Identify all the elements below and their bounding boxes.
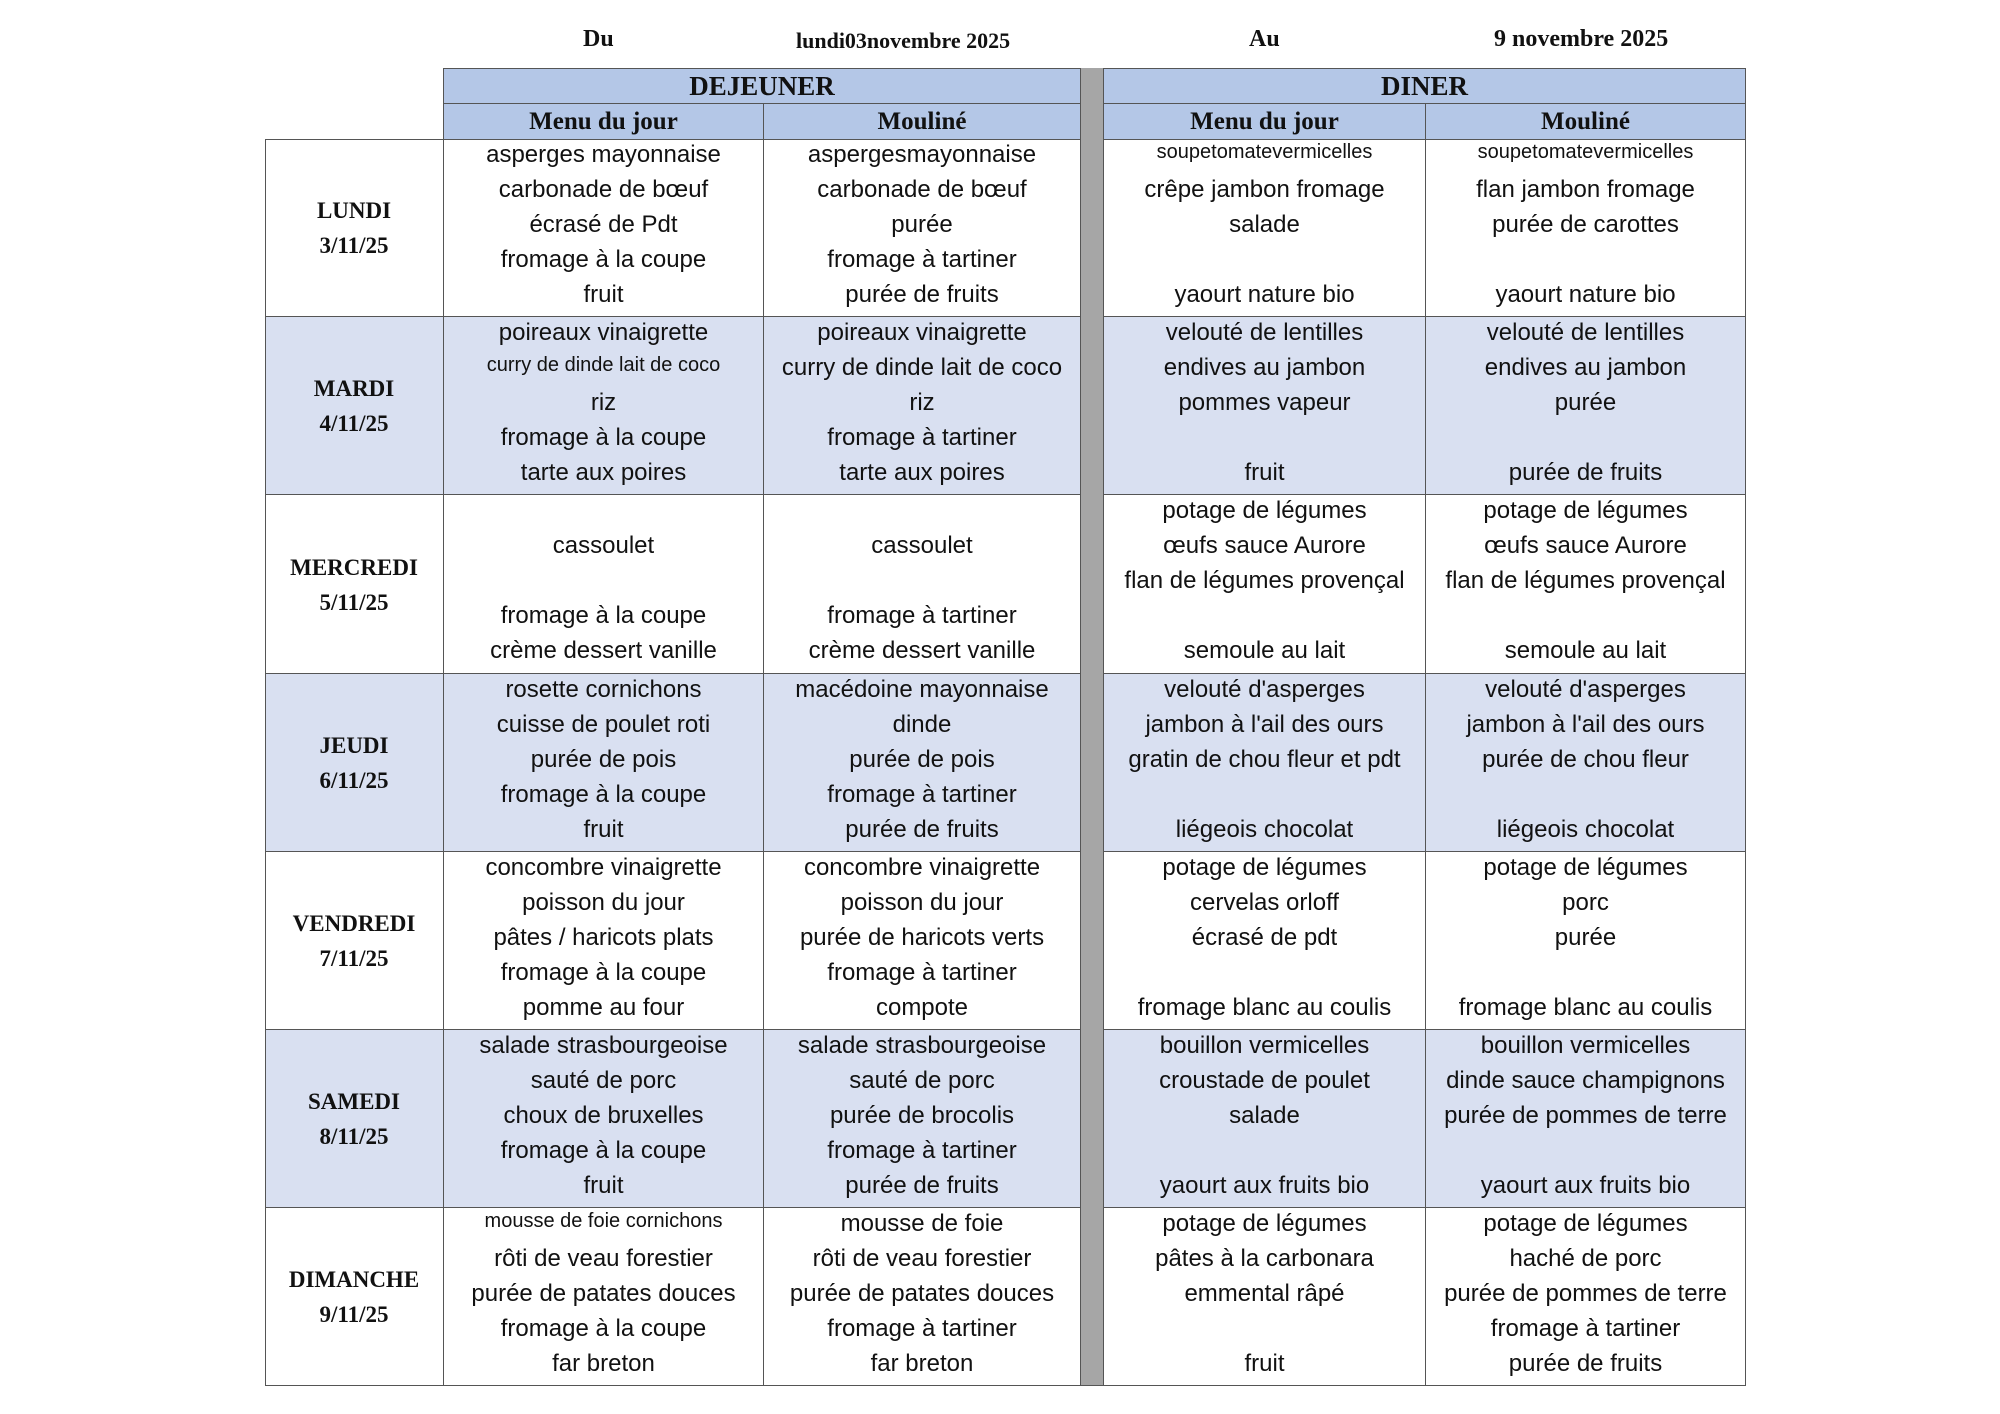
menu-item: choux de bruxelles [503, 1102, 704, 1129]
menu-item: purée de pommes de terre [1444, 1102, 1727, 1129]
lunch-dinner-separator [1080, 68, 1104, 1385]
menu-item: cassoulet [552, 532, 655, 559]
menu-item: fromage à tartiner [827, 424, 1017, 451]
menu-cell-dinner-menu [1103, 1208, 1426, 1386]
menu-item: potage de légumes [1483, 1210, 1688, 1237]
menu-item: curry de dinde lait de coco [781, 354, 1063, 381]
menu-item: mousse de foie [840, 1210, 1004, 1237]
day-name: MARDI [313, 376, 395, 401]
menu-cell-lunch-mouline [763, 674, 1081, 852]
table-top-border [265, 139, 443, 140]
menu-item: fromage blanc au coulis [1458, 994, 1713, 1021]
period-to-label: Au [1249, 26, 1280, 52]
menu-item: poisson du jour [522, 889, 685, 916]
menu-cell-dinner-mouline [1425, 1030, 1746, 1208]
menu-item: dinde [892, 711, 952, 738]
menu-item: fromage à la coupe [500, 246, 707, 273]
menu-cell-lunch-mouline [763, 139, 1081, 317]
menu-cell-lunch-menu [443, 139, 764, 317]
menu-item: sauté de porc [530, 1067, 677, 1094]
menu-item: macédoine mayonnaise [795, 676, 1049, 703]
menu-item: purée de patates douces [789, 1280, 1055, 1307]
lunch-menu-header: Menu du jour [443, 103, 764, 140]
menu-item: fromage à la coupe [500, 781, 707, 808]
menu-item: cassoulet [871, 532, 973, 559]
menu-item: purée de fruits [845, 281, 999, 308]
menu-item: purée [1554, 389, 1617, 416]
day-name: DIMANCHE [288, 1267, 420, 1292]
day-name: LUNDI [316, 198, 392, 223]
day-date: 7/11/25 [319, 946, 389, 971]
menu-item: fromage à la coupe [500, 959, 707, 986]
menu-item: purée [1554, 924, 1617, 951]
period-from-label: Du [583, 26, 614, 52]
menu-item: velouté d'asperges [1485, 676, 1686, 703]
menu-item: far breton [870, 1350, 974, 1377]
menu-cell-lunch-mouline [763, 495, 1081, 674]
menu-item: semoule au lait [1504, 637, 1667, 664]
dinner-menu-header: Menu du jour [1103, 103, 1426, 140]
menu-item: flan jambon fromage [1476, 176, 1695, 203]
menu-item: crêpe jambon fromage [1144, 176, 1385, 203]
menu-cell-lunch-mouline [763, 317, 1081, 495]
menu-item: endives au jambon [1484, 354, 1687, 381]
menu-cell-lunch-menu [443, 1208, 764, 1386]
menu-item: velouté de lentilles [1165, 319, 1364, 346]
menu-cell-dinner-mouline [1425, 139, 1746, 317]
menu-item: soupetomatevermicelles [1156, 141, 1373, 163]
menu-item: rôti de veau forestier [812, 1245, 1032, 1272]
menu-item: haché de porc [1509, 1245, 1662, 1272]
menu-item: concombre vinaigrette [803, 854, 1041, 881]
menu-cell-dinner-menu [1103, 139, 1426, 317]
menu-item: fromage à la coupe [500, 602, 707, 629]
menu-item: dinde sauce champignons [1446, 1067, 1725, 1094]
menu-item: pâtes / haricots plats [493, 924, 714, 951]
menu-item: crème dessert vanille [808, 637, 1036, 664]
menu-item: flan de légumes provençal [1124, 567, 1405, 594]
menu-item: écrasé de Pdt [529, 211, 678, 238]
menu-item: fruit [583, 816, 624, 843]
menu-item: fromage à la coupe [500, 1137, 707, 1164]
menu-item: croustade de poulet [1159, 1067, 1370, 1094]
menu-cell-dinner-mouline [1425, 495, 1746, 674]
menu-item: fromage à tartiner [827, 959, 1017, 986]
menu-cell-dinner-mouline [1425, 852, 1746, 1030]
menu-item: pomme au four [522, 994, 685, 1021]
menu-item: jambon à l'ail des ours [1145, 711, 1384, 738]
day-label-jeudi [265, 674, 443, 852]
menu-item: concombre vinaigrette [485, 854, 722, 881]
menu-cell-lunch-mouline [763, 1030, 1081, 1208]
day-name: VENDREDI [292, 911, 416, 936]
menu-item: salade [1229, 1102, 1300, 1129]
menu-item: écrasé de pdt [1191, 924, 1338, 951]
day-label-lundi [265, 139, 443, 317]
menu-cell-dinner-menu [1103, 1030, 1426, 1208]
menu-item: soupetomatevermicelles [1477, 141, 1694, 163]
menu-item: purée de pois [849, 746, 995, 773]
menu-item: riz [909, 389, 935, 416]
menu-item: gratin de chou fleur et pdt [1128, 746, 1401, 773]
menu-item: salade [1229, 211, 1300, 238]
menu-item: porc [1562, 889, 1609, 916]
menu-item: purée de fruits [1508, 1350, 1663, 1377]
menu-cell-dinner-menu [1103, 495, 1426, 674]
menu-item: fromage à tartiner [827, 1137, 1017, 1164]
menu-item: potage de légumes [1483, 854, 1688, 881]
lunch-header: DEJEUNER [443, 68, 1081, 104]
menu-item: curry de dinde lait de coco [486, 354, 721, 376]
menu-item: potage de légumes [1162, 854, 1367, 881]
menu-item: cervelas orloff [1190, 889, 1339, 916]
menu-cell-dinner-menu [1103, 852, 1426, 1030]
menu-item: salade strasbourgeoise [479, 1032, 728, 1059]
dinner-header: DINER [1103, 68, 1746, 104]
menu-item: sauté de porc [849, 1067, 995, 1094]
menu-cell-lunch-menu [443, 674, 764, 852]
menu-item: liégeois chocolat [1496, 816, 1675, 843]
menu-item: yaourt aux fruits bio [1159, 1172, 1370, 1199]
menu-item: rôti de veau forestier [494, 1245, 713, 1272]
menu-item: purée de chou fleur [1482, 746, 1689, 773]
menu-item: mousse de foie cornichons [484, 1210, 723, 1232]
menu-cell-dinner-menu [1103, 674, 1426, 852]
column-divider [763, 139, 764, 1386]
menu-item: bouillon vermicelles [1480, 1032, 1691, 1059]
menu-item: salade strasbourgeoise [797, 1032, 1047, 1059]
menu-item: carbonade de bœuf [817, 176, 1027, 203]
period-to-date: 9 novembre 2025 [1494, 26, 1669, 52]
menu-item: velouté de lentilles [1486, 319, 1685, 346]
menu-item: velouté d'asperges [1164, 676, 1365, 703]
day-date: 5/11/25 [319, 589, 389, 615]
menu-item: fromage à tartiner [827, 1315, 1017, 1342]
menu-item: cuisse de poulet roti [496, 711, 711, 738]
day-date: 8/11/25 [319, 1124, 389, 1149]
column-divider [265, 139, 266, 1386]
menu-item: semoule au lait [1183, 637, 1346, 664]
lunch-mouline-header: Mouliné [763, 103, 1081, 140]
dinner-mouline-header: Mouliné [1425, 103, 1746, 140]
column-divider [1745, 139, 1746, 1386]
day-date: 3/11/25 [319, 233, 389, 258]
day-name: MERCREDI [290, 554, 418, 580]
menu-item: purée de brocolis [829, 1102, 1015, 1129]
menu-item: purée de carottes [1492, 211, 1679, 238]
menu-item: œufs sauce Aurore [1484, 532, 1687, 559]
menu-item: fromage à tartiner [827, 602, 1017, 629]
menu-cell-lunch-menu [443, 1030, 764, 1208]
day-date: 6/11/25 [319, 768, 389, 793]
menu-item: bouillon vermicelles [1159, 1032, 1370, 1059]
menu-cell-dinner-menu [1103, 317, 1426, 495]
menu-cell-dinner-mouline [1425, 317, 1746, 495]
menu-item: liégeois chocolat [1175, 816, 1354, 843]
day-date: 4/11/25 [319, 411, 389, 436]
menu-item: fruit [1244, 459, 1285, 486]
menu-item: poireaux vinaigrette [498, 319, 709, 346]
day-name: SAMEDI [307, 1089, 400, 1114]
menu-item: far breton [552, 1350, 655, 1377]
menu-item: endives au jambon [1163, 354, 1366, 381]
day-date: 9/11/25 [319, 1302, 389, 1327]
menu-cell-lunch-mouline [763, 852, 1081, 1030]
menu-item: tarte aux poires [520, 459, 687, 486]
menu-cell-lunch-mouline [763, 1208, 1081, 1386]
menu-item: fromage à tartiner [1490, 1315, 1681, 1342]
menu-item: purée de pommes de terre [1444, 1280, 1727, 1307]
menu-item: fromage à tartiner [827, 246, 1017, 273]
menu-cell-lunch-menu [443, 317, 764, 495]
day-label-samedi [265, 1030, 443, 1208]
menu-item: crème dessert vanille [490, 637, 717, 664]
menu-item: pommes vapeur [1178, 389, 1351, 416]
menu-item: yaourt nature bio [1495, 281, 1676, 308]
menu-item: fromage blanc au coulis [1137, 994, 1392, 1021]
menu-item: fruit [583, 281, 624, 308]
row-divider [265, 1385, 1746, 1386]
menu-item: potage de légumes [1162, 1210, 1367, 1237]
menu-item: purée de fruits [845, 1172, 999, 1199]
menu-item: purée de pois [530, 746, 677, 773]
menu-item: tarte aux poires [839, 459, 1005, 486]
menu-item: purée de fruits [1508, 459, 1663, 486]
menu-item: pâtes à la carbonara [1155, 1245, 1374, 1272]
menu-item: purée de patates douces [471, 1280, 736, 1307]
menu-item: jambon à l'ail des ours [1466, 711, 1705, 738]
menu-item: purée [891, 211, 953, 238]
menu-cell-lunch-menu [443, 495, 764, 674]
menu-item: asperges mayonnaise [486, 141, 721, 168]
menu-item: fruit [583, 1172, 624, 1199]
menu-item: fromage à la coupe [500, 1315, 707, 1342]
day-label-dimanche [265, 1208, 443, 1386]
menu-item: aspergesmayonnaise [807, 141, 1037, 168]
menu-item: poisson du jour [840, 889, 1004, 916]
menu-cell-dinner-mouline [1425, 1208, 1746, 1386]
menu-item: flan de légumes provençal [1445, 567, 1726, 594]
menu-item: fromage à la coupe [500, 424, 707, 451]
menu-cell-dinner-mouline [1425, 674, 1746, 852]
menu-item: purée de fruits [845, 816, 999, 843]
menu-item: emmental râpé [1184, 1280, 1345, 1307]
period-from-date: lundi03novembre 2025 [796, 28, 1011, 53]
menu-item: poireaux vinaigrette [817, 319, 1027, 346]
menu-item: potage de légumes [1483, 497, 1688, 524]
menu-item: fromage à tartiner [827, 781, 1017, 808]
menu-item: purée de haricots verts [799, 924, 1045, 951]
menu-cell-lunch-menu [443, 852, 764, 1030]
column-divider [443, 139, 444, 1386]
menu-item: riz [590, 389, 617, 416]
menu-item: potage de légumes [1162, 497, 1367, 524]
menu-item: rosette cornichons [505, 676, 702, 703]
day-label-mercredi [265, 495, 443, 674]
menu-item: fruit [1244, 1350, 1285, 1377]
menu-item: compote [875, 994, 969, 1021]
menu-item: yaourt nature bio [1174, 281, 1355, 308]
day-label-vendredi [265, 852, 443, 1030]
menu-item: œufs sauce Aurore [1163, 532, 1366, 559]
menu-item: yaourt aux fruits bio [1480, 1172, 1691, 1199]
menu-item: carbonade de bœuf [498, 176, 709, 203]
day-name: JEUDI [319, 733, 389, 758]
column-divider [1425, 139, 1426, 1386]
day-label-mardi [265, 317, 443, 495]
